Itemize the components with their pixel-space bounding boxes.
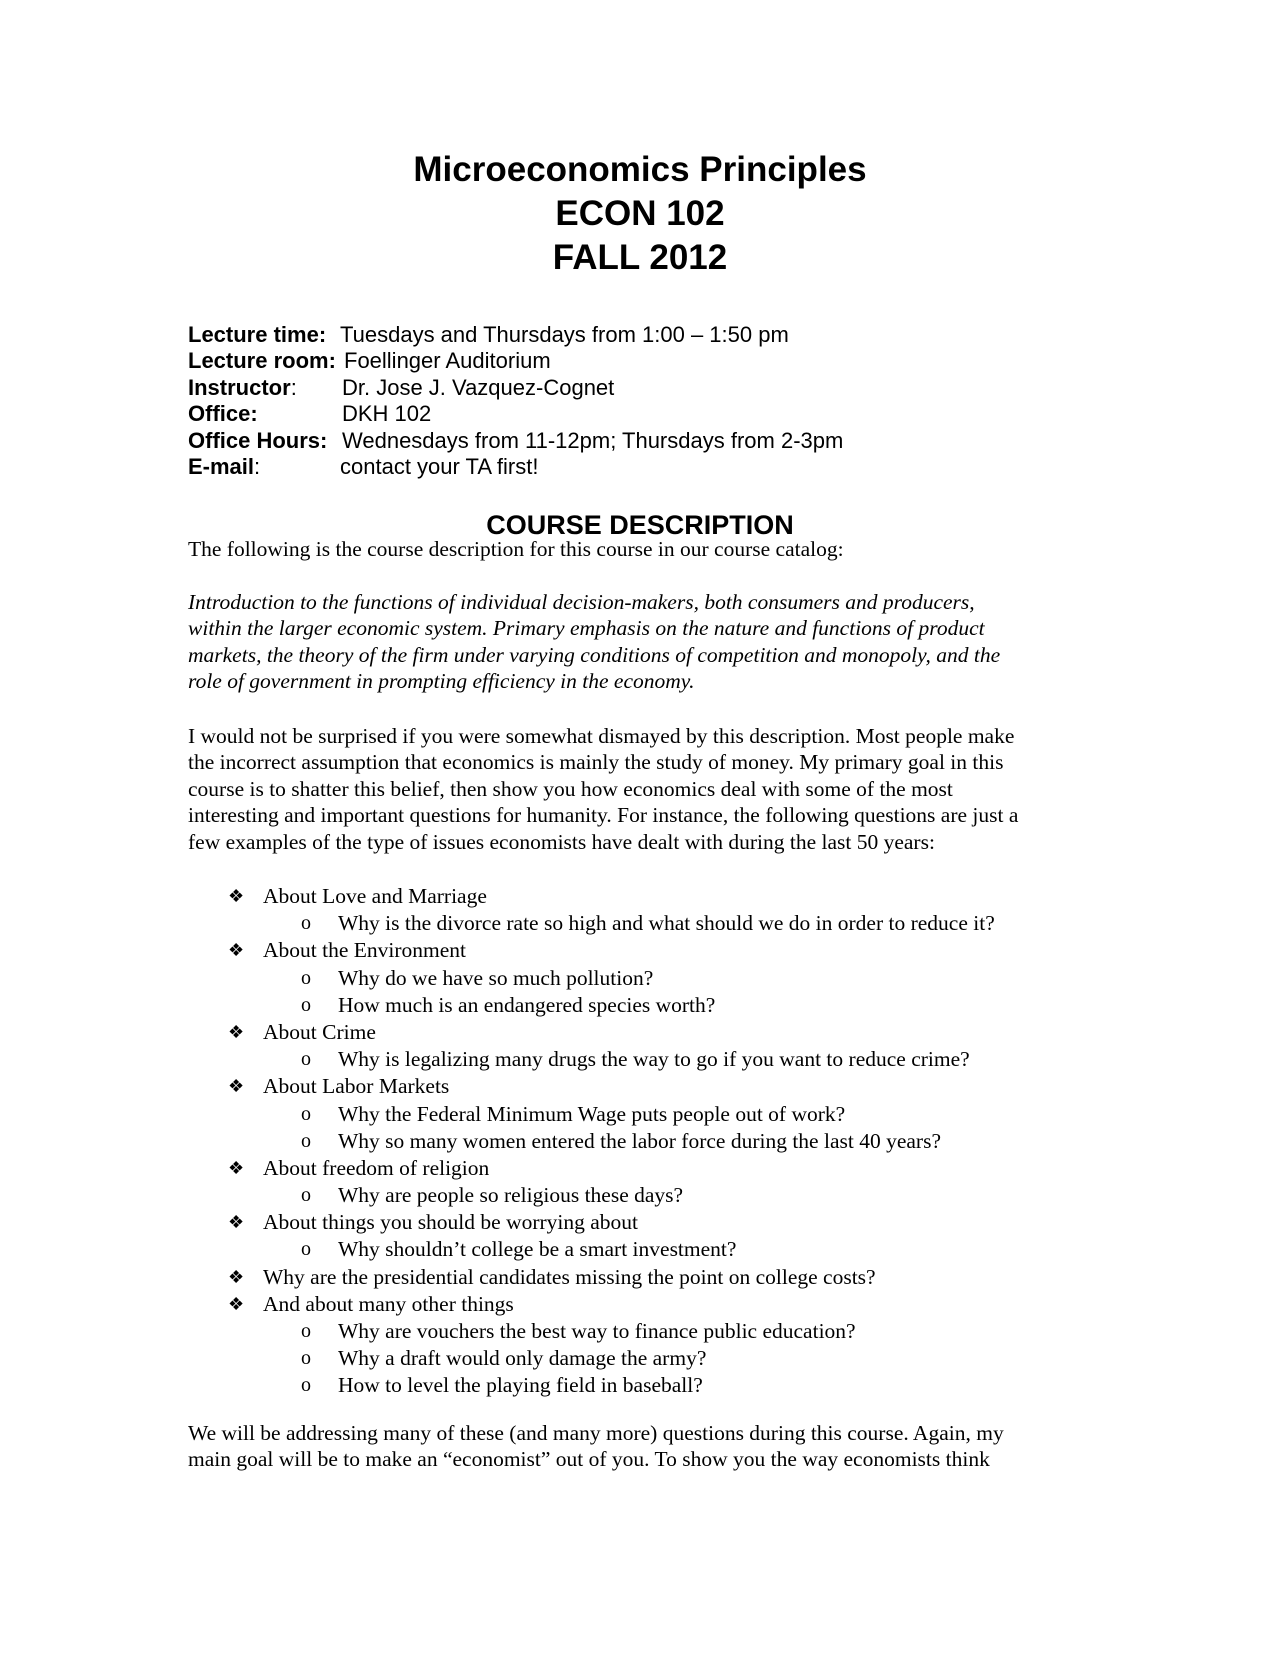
section-heading-course-description: COURSE DESCRIPTION [486,510,794,540]
sub-question-item [188,992,1108,1019]
topic-item [188,1073,1108,1100]
diamond-bullet-icon: ❖ [228,1021,245,1042]
email-label [188,454,260,480]
topic-item [188,1209,1108,1236]
office-label: Office: [188,401,258,427]
diamond-bullet-icon: ❖ [228,1076,245,1097]
body-line: I would not be surprised if you were somewhat dismayed by this description. Most people make [188,724,1015,748]
topic-text: Why are the presidential candidates missing the point on college costs? [263,1264,876,1289]
topic-item [188,937,1108,964]
topic-item [188,1291,1108,1318]
body-paragraph [188,723,1088,855]
circle-bullet-icon: o [301,993,311,1016]
body-line: few examples of the type of issues economists have dealt with during the last 50 years: [188,829,935,854]
diamond-bullet-icon: ❖ [228,886,245,906]
office-hours-value: Wednesdays from 11-12pm; Thursdays from 2-3pm [342,427,844,453]
instructor-value: Dr. Jose J. Vazquez-Cognet [342,374,615,400]
closing-paragraph [188,1420,1088,1473]
sub-question-text: Why do we have so much pollution? [338,965,654,990]
sub-question-text: Why are people so religious these days? [338,1183,684,1208]
diamond-bullet-icon: ❖ [228,1266,245,1287]
circle-bullet-icon: o [301,912,311,935]
diamond-bullet-icon: ❖ [228,1212,245,1233]
sub-question-item [188,910,1108,937]
email-label-colon: : [254,453,261,479]
course-code: ECON 102 [555,194,725,233]
office-value: DKH 102 [342,401,432,427]
body-line: interesting and important questions for humanity. For instance, the following questions are just a [188,803,1019,828]
lecture-room-label: Lecture room: [188,348,336,374]
sub-question-item [188,1318,1108,1345]
catalog-line: markets, the theory of the firm under varying conditions of competition and monopoly, and the [188,642,1001,667]
instructor-label-colon: : [290,374,297,400]
email-label-text: E-mail [188,453,255,479]
sub-question-text: Why are vouchers the best way to finance public education? [338,1319,856,1343]
instructor-label [188,375,297,401]
closing-line: main goal will be to make an “economist” out of you. To show you the way economists think [188,1447,990,1472]
circle-bullet-icon: o [301,1347,311,1370]
topic-text: About the Environment [263,938,467,963]
catalog-line: role of government in prompting efficiency in the economy. [188,669,695,694]
sub-question-item [188,1182,1108,1209]
sub-question-text: Why so many women entered the labor force during the last 40 years? [338,1128,941,1153]
circle-bullet-icon: o [301,1102,311,1125]
sub-question-text: Why shouldn’t college be a smart investment? [338,1237,737,1262]
circle-bullet-icon: o [301,1374,311,1397]
sub-question-text: Why is the divorce rate so high and what should we do in order to reduce it? [338,911,995,936]
instructor-label-text: Instructor [188,374,291,400]
topic-text: About Crime [263,1019,376,1044]
document-title [0,148,1280,280]
catalog-description [188,589,1088,695]
body-line: the incorrect assumption that economics is mainly the study of money. My primary goal in this [188,750,1004,775]
sub-question-item [188,1372,1108,1399]
topic-item [188,1264,1108,1291]
sub-question-text: Why the Federal Minimum Wage puts people out of work? [338,1101,846,1126]
topic-item [188,1019,1108,1046]
sub-question-text: How much is an endangered species worth? [338,992,716,1017]
sub-question-text: Why a draft would only damage the army? [338,1346,707,1371]
topic-item [188,1155,1108,1182]
sub-question-item [188,965,1108,992]
closing-line: We will be addressing many of these (and many more) questions during this course. Again, my [188,1421,1004,1445]
circle-bullet-icon: o [301,1320,311,1342]
diamond-bullet-icon: ❖ [228,1293,245,1314]
topic-text: And about many other things [263,1291,514,1316]
course-term: FALL 2012 [552,238,728,277]
lecture-time-value: Tuesdays and Thursdays from 1:00 – 1:50 pm [340,322,789,347]
sub-question-item [188,1046,1108,1073]
diamond-bullet-icon: ❖ [228,940,245,961]
circle-bullet-icon: o [301,1238,311,1261]
topic-list [188,883,1108,1400]
diamond-bullet-icon: ❖ [228,1157,245,1178]
sub-question-item [188,1101,1108,1128]
sub-question-text: Why is legalizing many drugs the way to go if you want to reduce crime? [338,1047,970,1072]
sub-question-item [188,1128,1108,1155]
course-title: Microeconomics Principles [413,150,867,189]
sub-question-item [188,1345,1108,1372]
topic-text: About freedom of religion [263,1155,490,1180]
lecture-room-value: Foellinger Auditorium [344,348,551,374]
email-value: contact your TA first! [340,453,539,479]
circle-bullet-icon: o [301,1048,311,1071]
topic-item [188,883,1108,910]
circle-bullet-icon: o [301,966,311,989]
catalog-line: within the larger economic system. Primary emphasis on the nature and functions of product [188,616,985,641]
topic-text: About things you should be worrying about [263,1210,639,1235]
catalog-line: Introduction to the functions of individual decision-makers, both consumers and producers, [188,590,975,614]
circle-bullet-icon: o [301,1129,311,1152]
body-line: course is to shatter this belief, then show you how economics deal with some of the most [188,776,953,801]
intro-line: The following is the course description for this course in our course catalog: [188,537,844,561]
sub-question-text: How to level the playing field in baseball? [338,1373,703,1398]
lecture-time-label: Lecture time: [188,322,327,347]
office-hours-label: Office Hours: [188,427,328,453]
topic-text: About Love and Marriage [263,884,487,908]
sub-question-item [188,1236,1108,1263]
topic-text: About Labor Markets [263,1074,450,1099]
circle-bullet-icon: o [301,1184,311,1207]
intro-paragraph [188,536,1088,562]
